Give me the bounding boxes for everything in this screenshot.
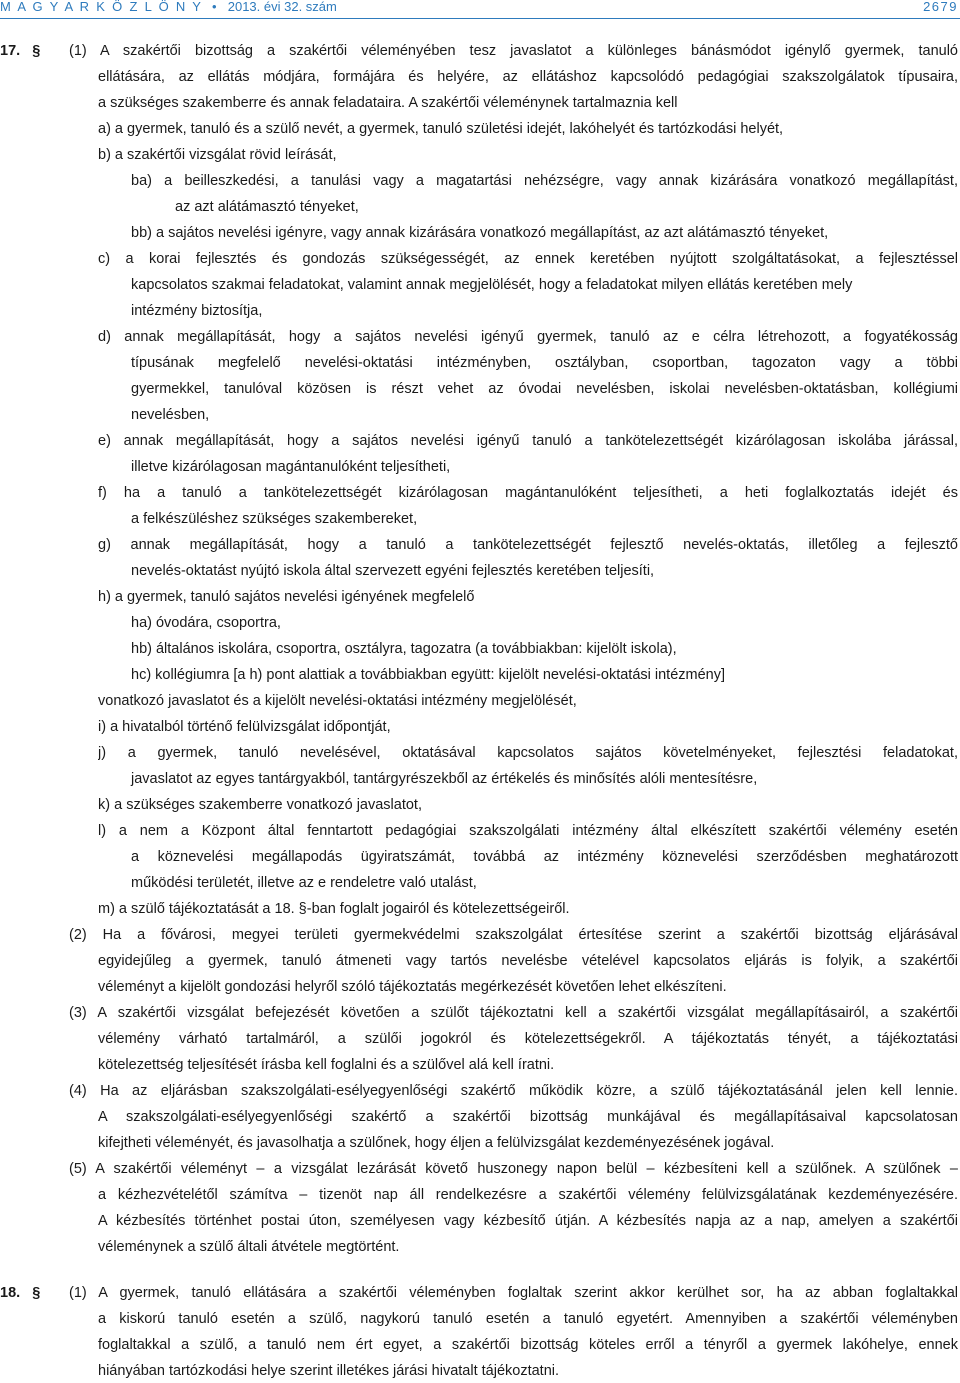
text-line: c) a korai fejlesztés és gondozás szükségességét, az ennek keretében nyújtott szolgáltatásokat, a fejlesztéssel <box>98 251 958 267</box>
text-line: a felkészüléshez szükséges szakembereket, <box>131 511 418 527</box>
section-symbol: § <box>32 1285 41 1301</box>
text-line: (2) Ha a fővárosi, megyei területi gyermekvédelmi szakszolgálat értesítése szerint a szakértői bizottság eljárásával <box>69 927 958 943</box>
text-line: a köznevelési megállapodás ügyiratszámát, továbbá az intézmény köznevelési szerződésben meghatározott <box>131 849 958 865</box>
text-line: k) a szükséges szakemberre vonatkozó javaslatot, <box>98 797 422 813</box>
text-line: hc) kollégiumra [a h) pont alattiak a továbbiakban együtt: kijelölt nevelési-oktatási intézmény] <box>131 667 726 683</box>
page-number: 2679 <box>923 0 958 14</box>
text-line: a szükséges szakemberre és annak feladataira. A szakértői véleménynek tartalmaznia kell <box>98 95 678 111</box>
text-line: kötelezettség teljesítését írásba kell foglalni és a szülővel alá kell íratni. <box>98 1057 555 1073</box>
text-line: gyermekkel, tanulóval közösen is részt vehet az óvodai nevelésben, iskolai nevelésben-oktatásban, kollégiumi <box>131 381 958 397</box>
text-line: (5) A szakértői véleményt – a vizsgálat lezárását követő huszonegy napon belül – kézbesíteni kell a szülőnek. A szülőnek – <box>69 1161 958 1177</box>
text-line: kapcsolatos szakmai feladatokat, valamint annak megjelölését, hogy a feladatokat milyen ellátás keretében mely <box>131 277 853 293</box>
section-number: 18. <box>0 1285 21 1301</box>
text-line: ellátására, az ellátás módjára, formájára és helyére, az ellátáshoz kapcsolódó pedagógiai szakszolgálatok típusaira, <box>98 69 958 85</box>
text-line: véleménynek a szülő általi átvétele megtörtént. <box>98 1239 400 1255</box>
section-symbol: § <box>32 43 41 59</box>
text-line: kifejtheti véleményét, és javasolhatja a szülőnek, hogy éljen a felülvizsgálat kezdeményezésének jogával. <box>98 1135 775 1151</box>
issue-label: 2013. évi 32. szám <box>227 0 337 14</box>
header-rule <box>0 18 960 19</box>
text-line: g) annak megállapítását, hogy a tanuló a tankötelezettségét fejlesztő nevelés-oktatás, illetőleg a fejlesztő <box>98 537 958 553</box>
running-header <box>0 0 960 14</box>
text-line: ha) óvodára, csoportra, <box>131 615 281 631</box>
text-line: d) annak megállapítását, hogy a sajátos nevelési igényű gyermek, tanuló az e célra létrehozott, a fogyatékosság <box>98 329 958 345</box>
text-line: bb) a sajátos nevelési igényre, vagy annak kizárására vonatkozó megállapítást, az azt alátámasztó tényeket, <box>131 225 829 241</box>
text-line: típusának megfelelő nevelési-oktatási intézményben, osztályban, csoportban, tagozaton vagy a többi <box>131 355 958 371</box>
text-line: illetve kizárólagosan magántanulóként teljesítheti, <box>131 459 451 475</box>
text-line: vélemény várható tartalmáról, a szülői jogokról és kötelezettségekről. A tájékoztatás tényét, a tájékoztatási <box>98 1031 958 1047</box>
text-line: f) ha a tanuló a tankötelezettségét kizárólagosan magántanulóként teljesítheti, a heti foglalkoztatás idejét és <box>98 485 958 501</box>
text-line: hiányában tartózkodási helye szerint illetékes járási hivatalt tájékoztatni. <box>98 1363 560 1379</box>
text-line: nevelés-oktatást nyújtó iskola által szervezett egyéni fejlesztés keretében teljesíti, <box>131 563 655 579</box>
text-line: vonatkozó javaslatot és a kijelölt nevelési-oktatási intézmény megjelölését, <box>98 693 577 709</box>
text-line: b) a szakértői vizsgálat rövid leírását, <box>98 147 337 163</box>
header-bullet: • <box>211 0 219 14</box>
section-17-heading <box>0 41 40 61</box>
section-18-heading <box>0 1283 40 1303</box>
text-line: h) a gyermek, tanuló sajátos nevelési igényének megfelelő <box>98 589 475 605</box>
text-line: A szakszolgálati-esélyegyenlőségi szakértő a szakértői bizottság munkájával és megállapításaival kapcsolatosan <box>98 1109 958 1125</box>
text-line: a) a gyermek, tanuló és a szülő nevét, a gyermek, tanuló születési idejét, lakóhelyét és tartózkodási helyét, <box>98 121 784 137</box>
text-line: javaslatot az egyes tantárgyakból, tantárgyrészekből az értékelés és minősítés alóli mentesítésre, <box>131 771 758 787</box>
section-number: 17. <box>0 43 21 59</box>
text-line: (1) A gyermek, tanuló ellátására a szakértői véleményben foglaltak szerint akkor kerülhet sor, ha az abban foglaltakkal <box>69 1285 958 1301</box>
text-line: e) annak megállapítását, hogy a sajátos nevelési igényű tanuló a tankötelezettségét kizárólagosan iskolába járással, <box>98 433 958 449</box>
text-line: ba) a beilleszkedési, a tanulási vagy a magatartási nehézségre, vagy annak kizárására vonatkozó megállapítást, <box>131 173 958 189</box>
text-line: hb) általános iskolára, csoportra, osztályra, tagozatra (a továbbiakban: kijelölt iskola), <box>131 641 677 657</box>
text-line: foglaltakkal a szülő, a tanuló nem ért egyet, a szakértői bizottság köteles erről a tényről a gyermek lakóhelye, ennek <box>98 1337 958 1353</box>
journal-header <box>0 0 337 14</box>
text-line: (4) Ha az eljárásban szakszolgálati-esélyegyenlőségi szakértő működik közre, a szülő tájékoztatásánál jelen kell lennie. <box>69 1083 958 1099</box>
text-line: A kézbesítés történhet postai úton, személyesen vagy kézbesítő útján. A kézbesítés napja az a nap, amelyen a szakértői <box>98 1213 958 1229</box>
text-line: véleményt a kijelölt gondozási helyről szóló tájékoztatás megérkezését követően lehet elkészíteni. <box>98 979 727 995</box>
text-line: m) a szülő tájékoztatását a 18. §-ban foglalt jogairól és kötelezettségeiről. <box>98 901 570 917</box>
text-line: a kiskorú tanuló esetén a szülő, nagykorú tanuló esetén a tanuló egyetért. Amennyiben a szakértői véleményben <box>98 1311 958 1327</box>
text-line: a kézhezvételétől számítva – tizenöt nap áll rendelkezésre a szakértői vélemény felülvizsgálatának kezdeményezésére. <box>98 1187 958 1203</box>
text-line: működési területét, illetve az e rendeletre való utalást, <box>131 875 477 891</box>
text-line: (1) A szakértői bizottság a szakértői véleményében tesz javaslatot a különleges bánásmódot igénylő gyermek, tanuló <box>69 43 958 59</box>
text-line: egyidejűleg a gyermek, tanuló átmeneti vagy tartós nevelésbe vételével kapcsolatos eljárás is folyik, a szakértői <box>98 953 958 969</box>
text-line: l) a nem a Központ által fenntartott pedagógiai szakszolgálati intézmény által elkészített szakértői vélemény esetén <box>98 823 958 839</box>
text-line: nevelésben, <box>131 407 210 423</box>
text-line: j) a gyermek, tanuló nevelésével, oktatásával kapcsolatos sajátos követelményeket, fejlesztési feladatokat, <box>98 745 958 761</box>
text-line: intézmény biztosítja, <box>131 303 263 319</box>
text-line: az azt alátámasztó tényeket, <box>175 199 359 215</box>
journal-title: M A G Y A R K Ö Z L Ö N Y <box>0 0 203 14</box>
text-line: (3) A szakértői vizsgálat befejezését követően a szülőt tájékoztatni kell a szakértői vizsgálat megállapításairól, a szakértői <box>69 1005 958 1021</box>
text-line: i) a hivatalból történő felülvizsgálat időpontját, <box>98 719 391 735</box>
